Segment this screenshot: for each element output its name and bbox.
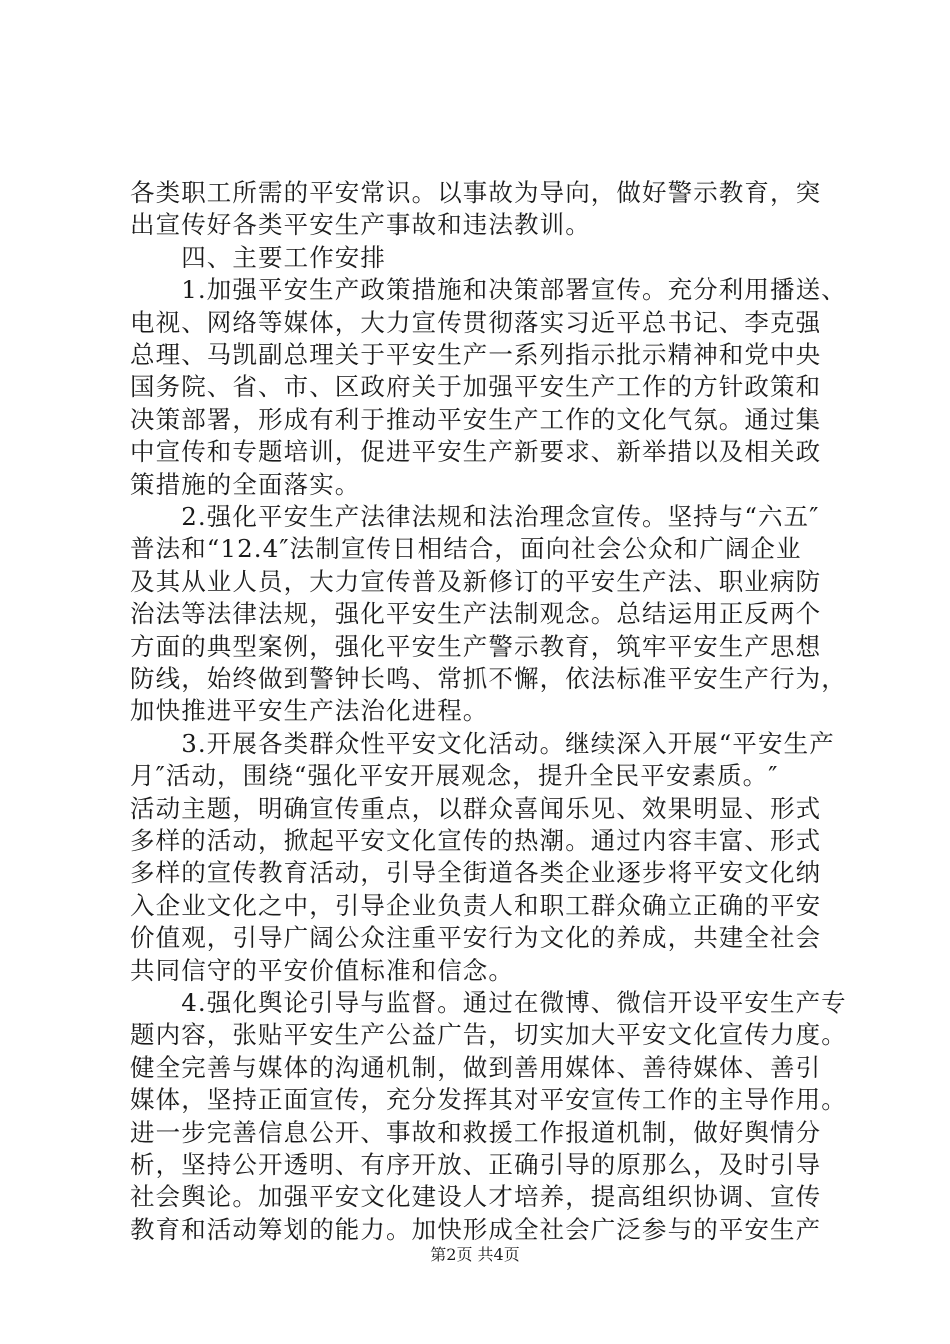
text-line: 社会舆论。加强平安文化建设人才培养，提高组织协调、宣传 (130, 1182, 822, 1212)
text-line: 1.加强平安生产政策措施和决策部署宣传。充分利用播送、 (130, 275, 847, 305)
text-line: 活动主题，明确宣传重点，以群众喜闻乐见、效果明显、形式 (130, 793, 822, 823)
text-line: 出宣传好各类平安生产事故和违法教训。 (130, 210, 591, 240)
text-line: 总理、马凯副总理关于平安生产一系列指示批示精神和党中央 (130, 340, 822, 369)
text-line: 共同信守的平安价值标准和信念。 (130, 955, 514, 985)
text-line: 题内容，张贴平安生产公益广告，切实加大平安文化宣传力度。 (130, 1020, 847, 1050)
text-line: 电视、网络等媒体，大力宣传贯彻落实习近平总书记、李克强 (130, 307, 822, 337)
text-line: 析，坚持公开透明、有序开放、正确引导的原那么，及时引导 (130, 1150, 822, 1179)
text-line: 治法等法律法规，强化平安生产法制观念。总结运用正反两个 (130, 599, 822, 629)
text-line: 媒体，坚持正面宣传，充分发挥其对平安宣传工作的主导作用。 (130, 1085, 847, 1115)
text-line: 加快推进平安生产法治化进程。 (130, 696, 489, 726)
text-line: 防线，始终做到警钟长鸣、常抓不懈，依法标准平安生产行为， (130, 664, 847, 693)
text-line: 入企业文化之中，引导企业负责人和职工群众确立正确的平安 (130, 890, 822, 920)
text-line: 方面的典型案例，强化平安生产警示教育，筑牢平安生产思想 (130, 631, 822, 661)
text-line: 四、主要工作安排 (130, 242, 386, 272)
text-line: 健全完善与媒体的沟通机制，做到善用媒体、善待媒体、善引 (130, 1052, 822, 1082)
text-line: 国务院、省、市、区政府关于加强平安生产工作的方针政策和 (130, 372, 822, 402)
text-line: 4.强化舆论引导与监督。通过在微博、微信开设平安生产专 (130, 988, 847, 1017)
text-line: 多样的活动，掀起平安文化宣传的热潮。通过内容丰富、形式 (130, 826, 822, 855)
text-line: 多样的宣传教育活动，引导全街道各类企业逐步将平安文化纳 (130, 858, 822, 888)
text-line: 月″活动，围绕“强化平安开展观念，提升全民平安素质。″ (130, 761, 779, 791)
text-line: 进一步完善信息公开、事故和救援工作报道机制，做好舆情分 (130, 1117, 822, 1147)
text-line: 策措施的全面落实。 (130, 469, 361, 499)
text-line: 3.开展各类群众性平安文化活动。继续深入开展“平安生产 (130, 728, 835, 758)
text-line: 普法和“12.4″法制宣传日相结合，面向社会公众和广阔企业 (130, 534, 802, 564)
text-line: 各类职工所需的平安常识。以事故为导向，做好警示教育，突 (130, 178, 822, 207)
text-line: 及其从业人员，大力宣传普及新修订的平安生产法、职业病防 (130, 566, 822, 596)
text-line: 教育和活动筹划的能力。加快形成全社会广泛参与的平安生产 (130, 1214, 822, 1244)
text-line: 2.强化平安生产法律法规和法治理念宣传。坚持与“六五″ (130, 502, 820, 531)
text-line: 决策部署，形成有利于推动平安生产工作的文化气氛。通过集 (130, 404, 822, 434)
text-line: 价值观，引导广阔公众注重平安行为文化的养成，共建全社会 (130, 923, 822, 953)
page-number-footer: 第2页 共4页 (430, 1245, 520, 1264)
text-line: 中宣传和专题培训，促进平安生产新要求、新举措以及相关政 (130, 437, 822, 467)
